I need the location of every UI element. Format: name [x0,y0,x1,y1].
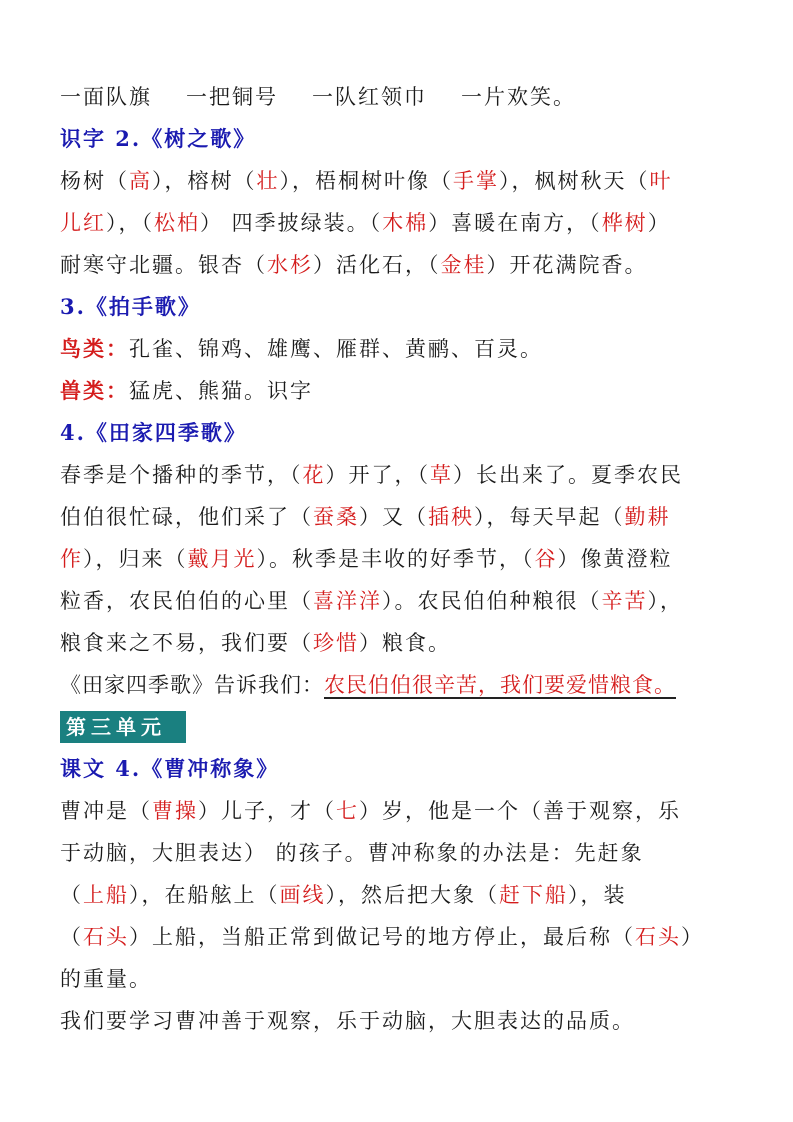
answer-text: 花 [302,463,326,487]
body-text: ），梧桐树叶像（ [279,169,453,193]
answer-text: 金桂 [440,253,487,277]
paragraph-line [60,160,740,202]
paragraph-line [60,496,740,538]
summary-line [60,664,740,706]
conclusion-line: 我们要学习曹冲善于观察，乐于动脑，大胆表达的品质。 [60,1009,635,1033]
body-text: ），归来（ [83,547,188,571]
body-text: 粒香，农民伯伯的心里（ [60,589,313,613]
body-text: ）活化石，（ [313,253,441,277]
beasts-line [60,370,740,412]
answer-text: 插秧 [428,505,474,529]
paragraph-line [60,832,740,874]
answer-text: 辛苦 [601,589,648,613]
section-heading-caochong: 课文 4.《曹冲称象》 [60,756,280,781]
answer-text: 高 [129,169,152,193]
body-text: ）粮食。 [359,631,451,655]
answer-text: 石头 [635,925,681,949]
paragraph-line [60,874,740,916]
body-text: 耐寒守北疆。银杏（ [60,253,267,277]
body-text: ）开了，（ [325,463,430,487]
paragraph-line [60,958,740,1000]
paragraph-line [60,202,740,244]
answer-text: 画线 [279,883,326,907]
body-text: ），装 [568,883,627,907]
body-text: （ [60,883,83,907]
answer-text: 蚕桑 [313,505,359,529]
paragraph-line [60,622,740,664]
answer-text: 勤耕 [624,505,671,529]
unit-label-box: 第三单元 [60,711,186,743]
beasts-list: 猛虎、熊猫。识字 [129,379,313,403]
paragraph-line [60,580,740,622]
body-text: 于动脑，大胆表达） 的孩子。曹冲称象的办法是：先赶象 [60,841,644,865]
birds-list: 孔雀、锦鸡、雄鹰、雁群、黄鹂、百灵。 [129,337,543,361]
answer-text: 作 [60,547,83,571]
body-text: ）喜暖在南方，（ [428,211,602,235]
body-text: ）。秋季是丰收的好季节，（ [256,547,535,571]
answer-text: 木棉 [382,211,429,235]
section-heading-shuzhige: 识字 2.《树之歌》 [60,126,257,151]
answer-text: 壮 [256,169,280,193]
body-text: ），每天早起（ [474,505,625,529]
answer-text: 七 [336,799,359,823]
summary-prefix: 《田家四季歌》告诉我们： [60,673,324,697]
body-text: ）， [647,589,683,613]
answer-text: 曹操 [152,799,198,823]
answer-text: 叶 [649,169,673,193]
intro-item: 一片欢笑。 [461,85,576,109]
body-text: ），在船舷上（ [129,883,280,907]
body-text: 伯伯很忙碌，他们采了（ [60,505,313,529]
paragraph-line [60,916,740,958]
answer-text: 手掌 [453,169,499,193]
answer-text: 桦树 [601,211,648,235]
body-text: ）。农民伯伯种粮很（ [382,589,602,613]
body-text: 杨树（ [60,169,129,193]
body-text: ） [681,925,704,949]
body-text: （ [60,925,83,949]
paragraph-line [60,538,740,580]
body-text: ），然后把大象（ [325,883,499,907]
answer-text: 松柏 [154,211,200,235]
body-text: ）开花满院香。 [486,253,648,277]
answer-text: 谷 [534,547,558,571]
intro-item: 一队红领巾 [312,85,427,109]
body-text: ）又（ [359,505,428,529]
answer-text: 戴月光 [187,547,257,571]
answer-text: 石头 [83,925,129,949]
answer-text: 上船 [83,883,129,907]
body-text: ） 四季披绿装。（ [200,211,383,235]
body-text: ）岁，他是一个（善于观察，乐 [359,799,681,823]
body-text: ） [647,211,671,235]
answer-text: 珍惜 [313,631,359,655]
paragraph-line [60,454,740,496]
answer-text: 草 [430,463,453,487]
body-text: 粮食来之不易，我们要（ [60,631,313,655]
answer-text: 喜洋洋 [313,589,382,613]
unit-header-line [60,706,740,748]
birds-line [60,328,740,370]
birds-label: 鸟类： [60,336,129,361]
answer-text: 儿红 [60,211,106,235]
body-text: ），（ [106,211,154,235]
body-text: ）上船，当船正常到做记号的地方停止，最后称（ [129,925,635,949]
paragraph-line [60,244,740,286]
body-text: ）像黄澄粒 [557,547,673,571]
paragraph-line [60,790,740,832]
body-text: 曹冲是（ [60,799,152,823]
intro-item: 一把铜号 [186,85,278,109]
intro-item: 一面队旗 [60,85,152,109]
summary-answer: 农民伯伯很辛苦，我们要爱惜粮食。 [324,673,676,697]
body-text: ）长出来了。夏季农民 [453,463,683,487]
answer-text: 赶下船 [499,883,568,907]
intro-line [60,76,740,118]
body-text: 春季是个播种的季节，（ [60,463,303,487]
beasts-label: 兽类： [60,378,129,403]
section-heading-tianjia: 4.《田家四季歌》 [60,420,247,445]
answer-text: 水杉 [267,253,313,277]
body-text: ），枫树秋天（ [499,169,650,193]
body-text: ）儿子，才（ [198,799,336,823]
body-text: ），榕树（ [152,169,257,193]
body-text: 的重量。 [60,967,152,991]
section-heading-paishouge: 3.《拍手歌》 [60,294,201,319]
document-page [60,76,740,1042]
